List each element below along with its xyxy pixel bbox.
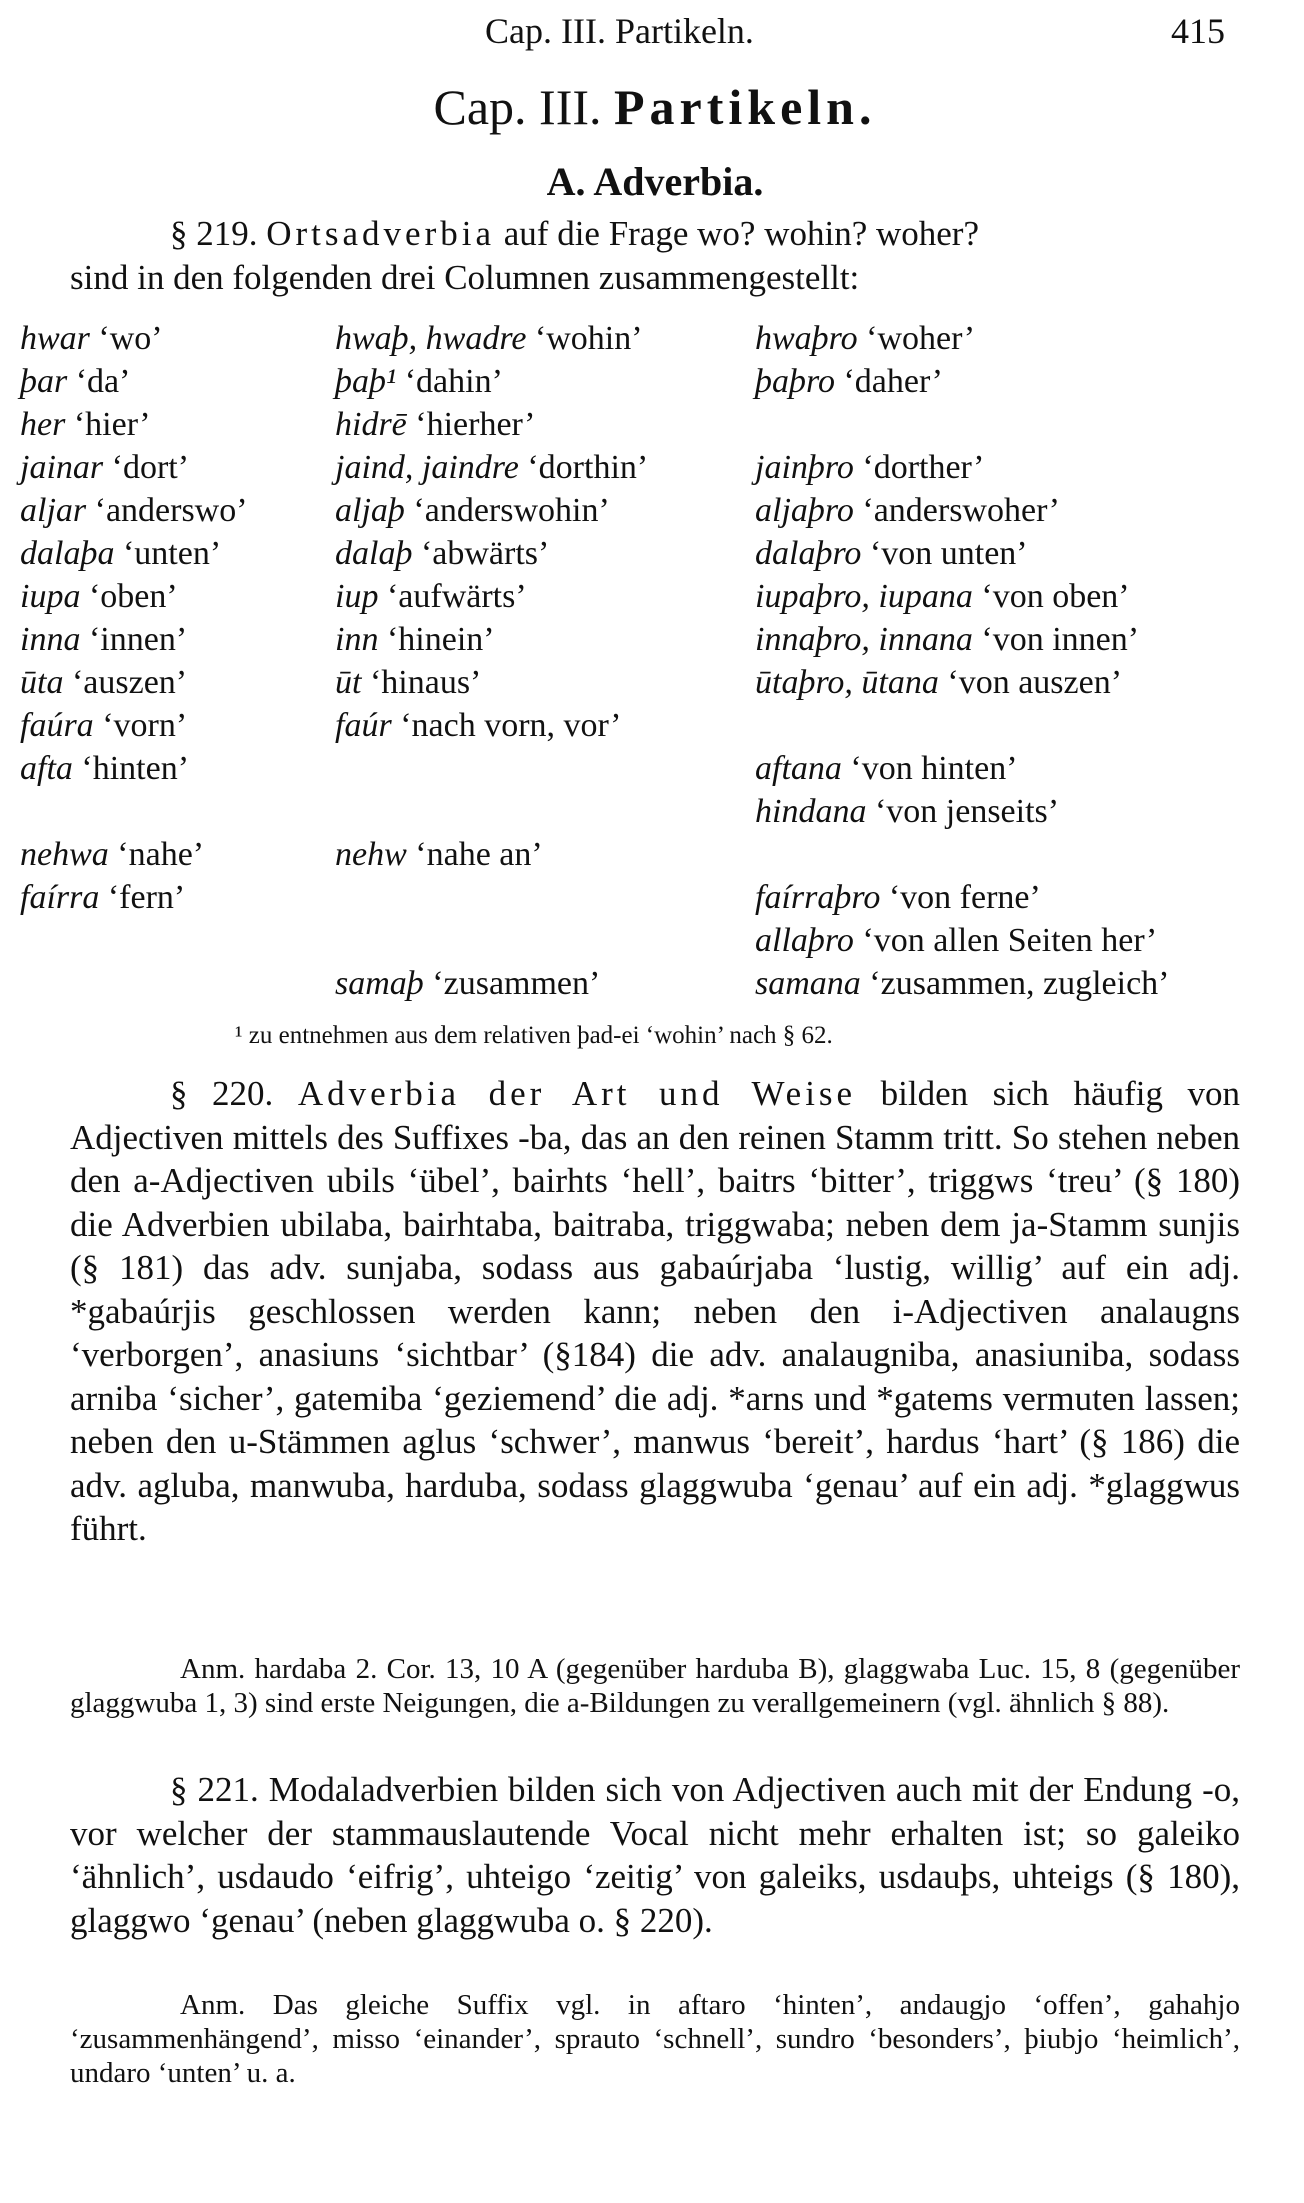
paragraph-220 [70, 1072, 1240, 1551]
gloss: ‘hinein’ [378, 621, 495, 658]
gloss: ‘hinten’ [72, 750, 190, 787]
annotation-text: Anm. Das gleiche Suffix vgl. in aftaro ‘hinten’, andaugjo ‘offen’, gahahjo ‘zusammenhängend’, misso ‘einander’, sprauto ‘schnell’, sundro ‘besonders’, þiubjo ‘heimlich’, undaro ‘unten’ u. a. [70, 1989, 1240, 2089]
word: jainar [20, 449, 104, 486]
word: aljaþ [335, 492, 405, 529]
word: þaþro [755, 363, 835, 400]
word: iupa [20, 578, 81, 615]
word: iup [335, 578, 379, 615]
gloss: ‘anderswohin’ [404, 492, 610, 529]
page-number: 415 [1171, 11, 1225, 51]
section-heading: A. Adverbia. [546, 159, 764, 204]
gloss: ‘woher’ [857, 320, 976, 357]
gloss: ‘unten’ [114, 535, 222, 572]
gloss: ‘von ferne’ [880, 879, 1041, 916]
table-row [20, 750, 1300, 792]
word: afta [20, 750, 73, 787]
paragraph-lead: Adverbia der Art und Weise [297, 1074, 857, 1113]
annotation-221 [70, 1988, 1240, 2090]
gloss: ‘hierher’ [406, 406, 536, 443]
word: aljar [20, 492, 87, 529]
table-row [20, 707, 1300, 749]
running-head-title: Cap. III. Partikeln. [485, 11, 754, 51]
gloss: ‘anderswoher’ [853, 492, 1060, 529]
table-row [20, 664, 1300, 706]
gloss: ‘von unten’ [861, 535, 1028, 572]
word: nehw [335, 836, 407, 873]
table-row [70, 793, 1300, 835]
gloss: ‘nach vorn, vor’ [391, 707, 622, 744]
paragraph-text: Modaladverbien bilden sich von Adjectiven auch mit der Endung -o, vor welcher der stammauslautende Vocal nicht mehr erhalten ist; so galeiko ‘ähnlich’, usdaudo ‘eifrig’, uhteigo ‘zeitig’ von galeiks, usdauþs, uhteigs (§ 180), glaggwo ‘genau’ (neben glaggwuba o. § 220). [70, 1770, 1241, 1940]
gloss: ‘da’ [67, 363, 131, 400]
table-row [20, 492, 1300, 534]
section-number: § 221. [170, 1770, 259, 1809]
table-row [20, 449, 1300, 491]
word: þaþ¹ [335, 363, 397, 400]
word: aljaþro [755, 492, 854, 529]
word: dalaþ [335, 535, 413, 572]
chapter-label: Cap. III. [433, 79, 602, 135]
word: faúr [335, 707, 392, 744]
word: her [20, 406, 66, 443]
word: innaþro, innana [755, 621, 973, 658]
word: samana [755, 965, 861, 1002]
gloss: ‘hier’ [65, 406, 151, 443]
annotation-220 [70, 1652, 1240, 1720]
table-row [20, 879, 1300, 921]
word: dalaþa [20, 535, 115, 572]
gloss: ‘wo’ [89, 320, 163, 357]
word: inn [335, 621, 379, 658]
word: faúra [20, 707, 94, 744]
table-row [70, 922, 1300, 964]
paragraph-221 [70, 1768, 1240, 1942]
gloss: ‘dorthin’ [518, 449, 649, 486]
gloss: ‘von allen Seiten her’ [853, 922, 1158, 959]
table-row [20, 406, 1300, 448]
paragraph-text: sind in den folgenden drei Columnen zusammengestellt: [70, 257, 860, 297]
gloss: ‘hinaus’ [361, 664, 482, 701]
word: hwaþ, hwadre [335, 320, 527, 357]
gloss: ‘fern’ [99, 879, 186, 916]
gloss: ‘auszen’ [63, 664, 188, 701]
word: hindana [755, 793, 867, 830]
word: jaind, jaindre [335, 449, 519, 486]
paragraph-text: auf die Frage wo? wohin? woher? [495, 214, 979, 253]
gloss: ‘abwärts’ [412, 535, 550, 572]
gloss: ‘von auszen’ [938, 664, 1123, 701]
word: samaþ [335, 965, 424, 1002]
word: ūta [20, 664, 64, 701]
gloss: ‘oben’ [80, 578, 178, 615]
table-row [70, 965, 1300, 1007]
paragraph-text: bilden sich häufig von Adjectiven mittels des Suffixes -ba, das an den reinen Stamm tritt. So stehen neben den a-Adjectiven ubils ‘übel’, bairhts ‘hell’, baitrs ‘bitter’, triggws ‘treu’ (§ 180) die Adverbien ubilaba, bairhtaba, baitraba, triggwaba; neben dem ja-Stamm sunjis (§ 181) das adv. sunjaba, sodass aus gabaúrjaba ‘lustig, willig’ auf ein adj. *gabaúrjis geschlossen werden kann; neben den i-Adjectiven analaugns ‘verborgen’, anasiuns ‘sichtbar’ (§184) die adv. analaugniba, anasiuniba, sodass arniba ‘sicher’, gatemiba ‘geziemend’ die adj. *arns und *gatems vermuten lassen; neben den u-Stämmen aglus ‘schwer’, manwus ‘bereit’, hardus ‘hart’ (§ 186) die adv. agluba, manwuba, harduba, sodass glaggwuba ‘genau’ auf ein adj. *glaggwus führt. [70, 1074, 1240, 1548]
word: faírra [20, 879, 100, 916]
paragraph-219 [70, 212, 1240, 299]
word: aftana [755, 750, 842, 787]
chapter-title [70, 78, 1240, 136]
table-row [20, 363, 1300, 405]
word: hwaþro [755, 320, 858, 357]
gloss: ‘von jenseits’ [866, 793, 1060, 830]
gloss: ‘vorn’ [93, 707, 188, 744]
running-head [70, 10, 1240, 60]
gloss: ‘nahe an’ [406, 836, 543, 873]
footnote: ¹ zu entnehmen aus dem relativen þad-ei ‘wohin’ nach § 62. [235, 1022, 833, 1049]
table-row [20, 320, 1300, 362]
paragraph-lead: Ortsadverbia [266, 214, 496, 253]
gloss: ‘von oben’ [972, 578, 1130, 615]
gloss: ‘dorther’ [853, 449, 985, 486]
word: faírraþro [755, 879, 881, 916]
word: allaþro [755, 922, 854, 959]
word: hidrē [335, 406, 407, 443]
word: iupaþro, iupana [755, 578, 973, 615]
word: ūtaþro, ūtana [755, 664, 939, 701]
word: ūt [335, 664, 362, 701]
table-row [20, 578, 1300, 620]
gloss: ‘dahin’ [396, 363, 503, 400]
word: nehwa [20, 836, 109, 873]
table-row [20, 621, 1300, 663]
gloss: ‘dort’ [103, 449, 190, 486]
word: inna [20, 621, 81, 658]
word: jainþro [755, 449, 854, 486]
word: þar [20, 363, 68, 400]
gloss: ‘aufwärts’ [378, 578, 527, 615]
gloss: ‘nahe’ [108, 836, 205, 873]
word: hwar [20, 320, 90, 357]
gloss: ‘von hinten’ [841, 750, 1018, 787]
table-row [20, 836, 1300, 878]
gloss: ‘innen’ [80, 621, 188, 658]
gloss: ‘anderswo’ [86, 492, 248, 529]
gloss: ‘daher’ [834, 363, 943, 400]
section-number: § 219. [170, 214, 258, 253]
gloss: ‘zusammen’ [423, 965, 601, 1002]
section-number: § 220. [170, 1074, 274, 1113]
word: dalaþro [755, 535, 862, 572]
table-row [20, 535, 1300, 577]
gloss: ‘wohin’ [526, 320, 643, 357]
chapter-name: Partikeln. [614, 79, 877, 135]
gloss: ‘von innen’ [972, 621, 1140, 658]
gloss: ‘zusammen, zugleich’ [860, 965, 1170, 1002]
annotation-text: Anm. hardaba 2. Cor. 13, 10 A (gegenüber harduba B), glaggwaba Luc. 15, 8 (gegenüber glaggwuba 1, 3) sind erste Neigungen, die a-Bildungen zu verallgemeinern (vgl. ähnlich § 88). [70, 1653, 1240, 1719]
